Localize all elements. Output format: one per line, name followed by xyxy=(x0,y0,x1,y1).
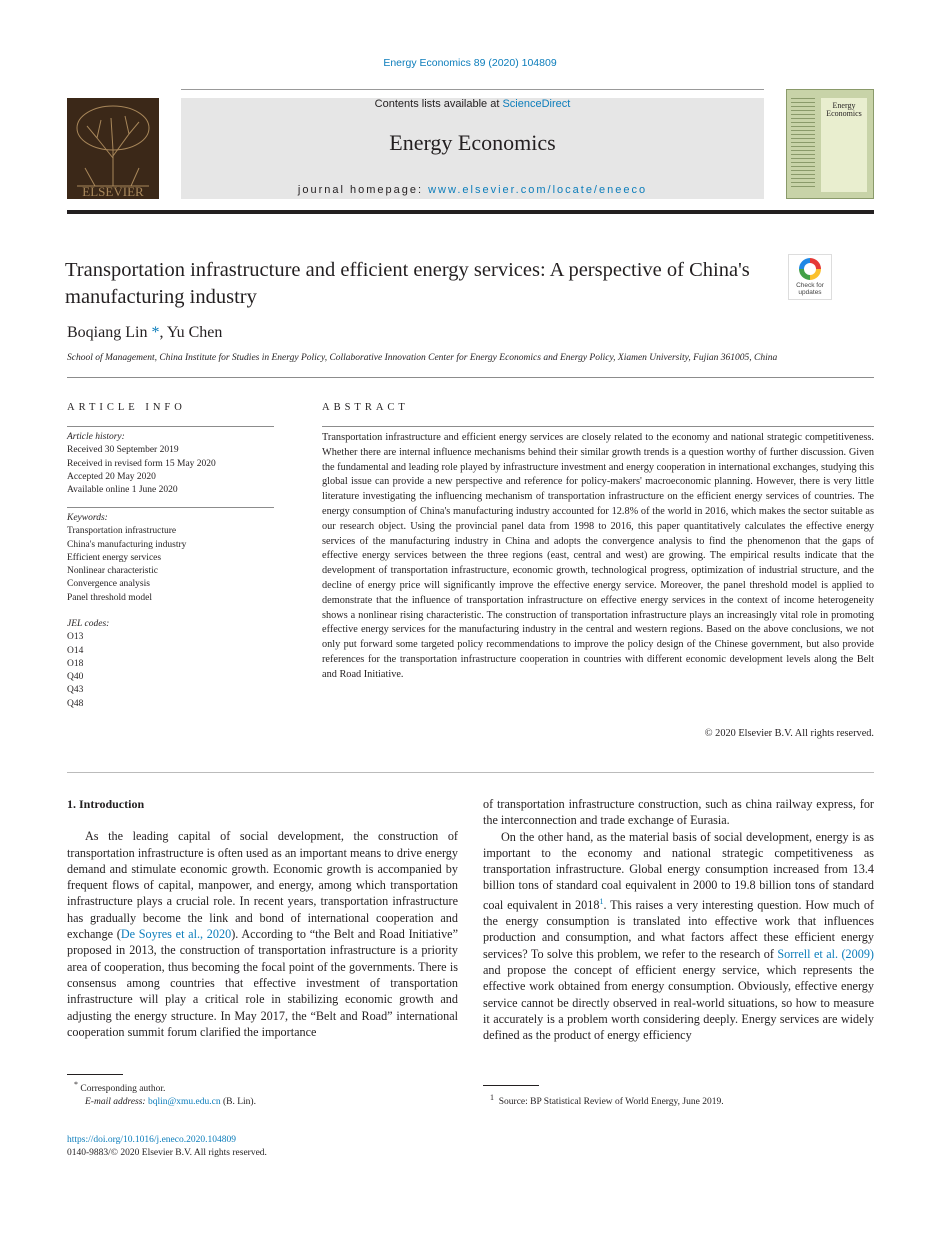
abstract-heading: ABSTRACT xyxy=(322,402,409,413)
body-right-column xyxy=(483,796,874,1044)
article-info-heading: ARTICLE INFO xyxy=(67,402,186,413)
divider xyxy=(67,377,874,378)
divider xyxy=(67,507,274,508)
affiliation: School of Management, China Institute for Studies in Energy Policy, Collaborative Innovation Center for Energy Economics and Energy Policy, Xiamen University, Fujian 361005, China xyxy=(67,353,778,363)
issn-line: 0140-9883/© 2020 Elsevier B.V. All rights reserved. xyxy=(67,1148,267,1158)
elsevier-logo xyxy=(67,98,159,199)
check-updates-icon xyxy=(799,258,821,280)
contents-line: Contents lists available at ScienceDirect xyxy=(374,98,571,110)
citation-link[interactable]: Sorrell et al. (2009) xyxy=(777,946,874,961)
cover-panel xyxy=(821,98,867,192)
cover-title: Energy Economics xyxy=(826,101,862,118)
divider xyxy=(322,426,874,427)
cover-lines xyxy=(791,98,815,188)
check-updates-label: Check for updates xyxy=(796,282,824,296)
jel-code: Q43 xyxy=(67,685,84,696)
jel-codes: JEL codes: O13 O14 O18 Q40 Q43 Q48 xyxy=(67,618,274,711)
banner-top-rule xyxy=(181,89,764,90)
citation-link[interactable]: De Soyres et al., 2020 xyxy=(120,927,232,942)
paragraph: On the other hand, as the material basis of social development, energy is as important to the economy and national strategic competitiveness as transportation infrastructure. Global energy consumption increased from 13.4 billion tons of standard coal equivalent in 2000 to 19.8 billion tons of standard coal equivalent in 2018$^1$. This raises a very interesting question. How much of the energy consumption is translated into effective work that influences production and consumption, and what factors affect these efficient energy services? To solve this problem, we refer to the research of Sorrell et al. (2009) and propose the concept of efficient energy service, which represents the effective work obtained from energy consumption. Obviously, effective energy service cannot be directly observed in real-world situations, so how to measure it accurately is a problem worth considering deeply. Energy services are widely defined as the product of energy efficiency xyxy=(483,829,874,1043)
check-for-updates-badge[interactable] xyxy=(788,254,832,300)
footnote-ref[interactable]: 1 xyxy=(599,896,604,906)
history-item: Received 30 September 2019 xyxy=(67,445,179,456)
paragraph: of transportation infrastructure construction, such as china railway express, for the interconnection and trade exchange of Eurasia. xyxy=(483,797,874,828)
email-link[interactable]: bqlin@xmu.edu.cn xyxy=(147,1097,221,1108)
abstract-text: Transportation infrastructure and efficient energy services are closely related to the economy and national strategic competitiveness. Whether there are internal influence mechanisms behind their similar growth trends is a question worthy of further discussion. Given the fundamental and leading role played by infrastructure investment and energy cooperation in international exchanges, studying this global issue can provide a new perspective and reference for policy-makers' macroeconomic planning. However, there is very little literature investigating the influencing mechanism of transportation infrastructure on the efficient energy services of countries. The energy consumption of China's manufacturing industry accounted for 12.8% of the world in 2016, which makes the sector suitable as our research object. Using the provincial panel data from 1998 to 2016, this paper quantitatively calculates the effective energy services of the manufacturing industry in China and adopts the convergence analysis to find the phenomenon that the gaps of effective energy services between the three regions (east, central and west) are growing. The empirical results indicate that the development of transportation infrastructure, economic growth, technological progress, optimization of industrial structure, and the decline of energy price will significantly improve the effective energy service. Moreover, the panel threshold model is applied to demonstrate that the influence of transportation infrastructure on effective energy services in the context of income heterogeneity shows a nonlinear rising characteristic. The construction of transportation infrastructure plays an increasingly vital role in promoting effective energy services for the manufacturing industry in the central and western regions. Based on the above conclusions, we not only put forward some targeted policy recommendations to improve the policy design of the Chinese government, but also provide references for the transportation infrastructure cooperation in countries with different economic development levels along the Belt and Road Initiative. xyxy=(322,432,874,680)
paper-title: Transportation infrastructure and efficient energy services: A perspective of China's manufacturing industry xyxy=(65,259,750,308)
section-heading: 1. Introduction xyxy=(67,797,145,811)
paragraph: As the leading capital of social development, the construction of transportation infrastructure is often used as an important means to drive energy demand and stimulate economic growth. Economic growth is accompanied by frequent flows of capital, manpower, and energy, among which transportation infrastructure plays a crucial role. In recent years, transportation infrastructure has gradually become the link and bond of international cooperation and exchange (De Soyres et al., 2020). According to “the Belt and Road Initiative” proposed in 2013, the construction of transportation infrastructure is a priority area of cooperation, thus becoming the focal point of the governments. There is consensus among countries that effective investment of transportation infrastructure will play a critical role in stabilizing economic growth and adjusting the energy structure. In May 2017, the “Belt and Road” international cooperation summit forum clarified the importance xyxy=(67,829,458,1039)
jel-code: Q40 xyxy=(67,672,84,683)
jel-code: Q48 xyxy=(67,698,84,709)
keyword: Efficient energy services xyxy=(67,552,162,563)
divider xyxy=(67,772,874,773)
corresponding-author-link[interactable]: * xyxy=(151,324,160,341)
history-item: Accepted 20 May 2020 xyxy=(67,471,156,482)
author-name: Yu Chen xyxy=(166,324,223,341)
history-item: Available online 1 June 2020 xyxy=(67,485,178,496)
jel-code: O18 xyxy=(67,658,84,669)
journal-reference[interactable]: Energy Economics 89 (2020) 104809 xyxy=(383,57,557,69)
footnote-rule xyxy=(67,1074,123,1075)
journal-homepage: journal homepage: www.elsevier.com/locate/eneeco xyxy=(297,184,648,196)
corresponding-footnote: * Corresponding author. E-mail address: bqlin@xmu.edu.cn (B. Lin). xyxy=(74,1080,256,1108)
homepage-link[interactable]: www.elsevier.com/locate/eneeco xyxy=(428,184,648,196)
footnote-1: $^1$ Source: BP Statistical Review of World Energy, June 2019. xyxy=(490,1093,724,1108)
jel-code: O13 xyxy=(67,632,84,643)
footnote-rule xyxy=(483,1085,539,1086)
journal-cover xyxy=(786,89,874,199)
publisher-logo-text: ELSEVIER xyxy=(82,184,144,199)
sciencedirect-link[interactable]: ScienceDirect xyxy=(502,98,571,110)
jel-code: O14 xyxy=(67,645,84,656)
history-item: Received in revised form 15 May 2020 xyxy=(67,458,216,469)
keywords: Keywords: Transportation infrastructure China's manufacturing industry Efficient energy services Nonlinear characteristic Convergence analysis Panel threshold model xyxy=(67,512,274,605)
divider xyxy=(67,426,274,427)
keyword: Nonlinear characteristic xyxy=(67,566,158,577)
keyword: Transportation infrastructure xyxy=(67,526,177,537)
body-left-column xyxy=(67,796,458,1040)
keyword: China's manufacturing industry xyxy=(67,539,187,550)
header-rule xyxy=(67,210,874,214)
journal-banner xyxy=(181,98,764,199)
author-name: Boqiang Lin xyxy=(67,324,148,341)
doi-line[interactable]: https://doi.org/10.1016/j.eneco.2020.104809 xyxy=(67,1135,236,1145)
journal-title: Energy Economics xyxy=(389,130,556,155)
abstract-copyright: © 2020 Elsevier B.V. All rights reserved. xyxy=(704,728,874,739)
author-list: Boqiang Lin *, Yu Chen xyxy=(67,324,223,341)
keyword: Panel threshold model xyxy=(67,592,152,603)
keyword: Convergence analysis xyxy=(67,579,150,590)
article-history: Article history: Received 30 September 2019 Received in revised form 15 May 2020 Accepted 20 May 2020 Available online 1 June 2020 xyxy=(67,431,274,497)
